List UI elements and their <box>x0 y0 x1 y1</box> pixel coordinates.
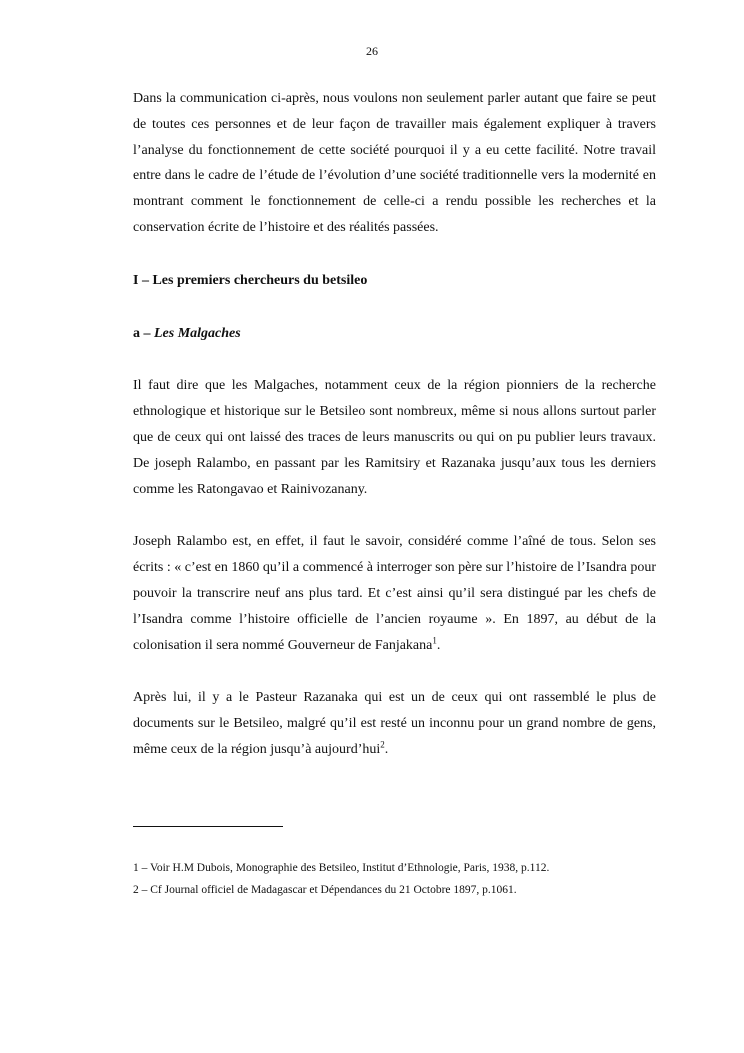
spacer <box>133 502 656 529</box>
footnote-1: 1 – Voir H.M Dubois, Monographie des Betsileo, Institut d’Ethnologie, Paris, 1938, p.112. <box>133 862 550 874</box>
paragraph-razanaka-text: Après lui, il y a le Pasteur Razanaka qui est un de ceux qui ont rassemblé le plus de documents sur le Betsileo, malgré qu’il est resté un inconnu pour un grand nombre de gens, même ceux de la région jusqu’à aujourd’hui <box>133 690 656 757</box>
spacer <box>133 294 656 321</box>
paragraph-ralambo-text: Joseph Ralambo est, en effet, il faut le savoir, considéré comme l’aîné de tous. Selon ses écrits : « c’est en 1860 qu’il a commencé à interroger son père sur l’histoire de l’Isandra pour pouvoir la transcrire neuf ans plus tard. Et c’est ainsi qu’il sera distingué par les chefs de l’Isandra comme l’histoire officielle de l’ancien royaume ». En 1897, au début de la colonisation il sera nommé Gouverneur de Fanjakana <box>133 534 656 653</box>
paragraph-malgaches: Il faut dire que les Malgaches, notamment ceux de la région pionniers de la recherche ethnologique et historique sur le Betsileo sont nombreux, même si nous allons surtout parler que de ceux qui ont laissé des traces de leurs manuscrits ou qui on pu publier leurs travaux. De joseph Ralambo, en passant par les Ramitsiry et Razanaka jusqu’aux tous les derniers comme les Ratongavao et Rainivozanany. <box>133 378 656 497</box>
paragraph-razanaka-end: . <box>384 741 389 757</box>
footnote-ref-2: 2 <box>380 739 385 750</box>
subsection-title: Les Malgaches <box>154 325 241 341</box>
paragraph-ralambo <box>133 529 656 658</box>
paragraph-ralambo-end: . <box>436 637 441 653</box>
footnote-ref-1: 1 <box>432 634 437 645</box>
intro-paragraph: Dans la communication ci-après, nous voulons non seulement parler autant que faire se peut de toutes ces personnes et de leur façon de travailler mais également expliquer à travers l’analyse du fonctionnement de cette société pourquoi il y a eu cette facilité. Notre travail entre dans le cadre de l’étude de l’évolution d’une société traditionnelle vers la modernité en montrant comment le fonctionnement de celle-ci a rendu possible les recherches et la conservation écrite de l’histoire et des réalités passées. <box>133 91 656 235</box>
section-heading: I – Les premiers chercheurs du betsileo <box>133 272 368 288</box>
page-body <box>133 86 656 763</box>
subsection-prefix: a – <box>133 325 154 341</box>
spacer <box>133 346 656 373</box>
paragraph-razanaka <box>133 685 656 762</box>
spacer <box>133 241 656 268</box>
footnote-separator <box>133 826 283 827</box>
spacer <box>133 658 656 685</box>
page-number: 26 <box>366 44 378 58</box>
footnotes <box>133 857 693 901</box>
subsection-heading <box>133 321 656 347</box>
footnote-2: 2 – Cf Journal officiel de Madagascar et Dépendances du 21 Octobre 1897, p.1061. <box>133 884 517 896</box>
